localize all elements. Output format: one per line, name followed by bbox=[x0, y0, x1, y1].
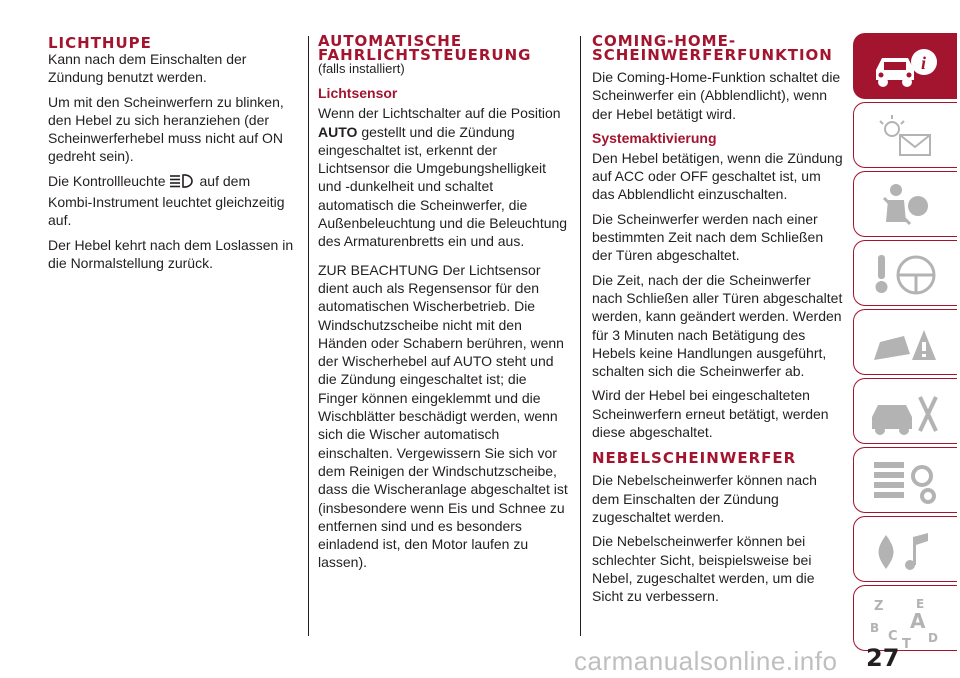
tab-index[interactable] bbox=[853, 585, 957, 651]
column-fahrlichtsteuerung bbox=[318, 30, 570, 578]
heading-line: FAHRLICHTSTEUERUNG bbox=[318, 46, 532, 64]
column-lichthupe bbox=[48, 30, 294, 278]
index-letter: B bbox=[870, 621, 880, 635]
column-divider bbox=[308, 36, 309, 636]
watermark: carmanualsonline.info bbox=[574, 646, 838, 676]
index-icon bbox=[866, 592, 946, 648]
paragraph: Kann nach dem Einschalten der Zündung benutzt werden. bbox=[48, 51, 247, 86]
paragraph: Die Scheinwerfer werden nach einer bestimmten Zeit nach dem Schließen der Türen abgeschaltet. bbox=[592, 210, 824, 264]
index-letter: E bbox=[916, 597, 925, 611]
maintenance-icon bbox=[866, 385, 946, 441]
emergency-icon bbox=[866, 316, 946, 372]
paragraph bbox=[318, 104, 570, 250]
tab-technical-data[interactable] bbox=[853, 447, 957, 513]
tab-multimedia[interactable] bbox=[853, 516, 957, 582]
heading-coming-home bbox=[592, 34, 844, 62]
steering-wheel-icon bbox=[866, 247, 946, 303]
paragraph: Die Coming-Home-Funktion schaltet die Scheinwerfer ein (Abblendlicht), wenn der Hebel betätigt wird. bbox=[592, 69, 841, 122]
paragraph-text: auf dem Kombi-Instrument leuchtet gleichzeitig auf. bbox=[48, 172, 285, 229]
paragraph-text: gestellt und die Zündung eingeschaltet ist, erkennt der Lichtsensor die Umgebungshelligkeit und -dunkelheit und schaltet automatisch die Scheinwerfer, die Außenbeleuchtung und die Beleuchtung des Armaturenbretts ein und aus. bbox=[318, 123, 568, 250]
index-letter: C bbox=[888, 629, 898, 644]
index-letter: D bbox=[928, 631, 938, 645]
paragraph: Die Nebelscheinwerfer können bei schlechter Sicht, beispielsweise bei Nebel, zugeschaltet werden, um die Sicht zu verbessern. bbox=[592, 533, 815, 605]
index-letter: Z bbox=[874, 599, 884, 614]
tab-emergency[interactable] bbox=[853, 309, 957, 375]
paragraph-text: Die Kontrollleuchte bbox=[48, 172, 166, 189]
heading-lichthupe: LICHTHUPE bbox=[48, 34, 152, 52]
tab-safety[interactable] bbox=[853, 171, 957, 237]
subheading-lichtsensor: Lichtsensor bbox=[318, 85, 398, 102]
warning-lights-icon bbox=[866, 109, 946, 165]
heading-automatische-fahrlichtsteuerung bbox=[318, 34, 570, 62]
index-letter: T bbox=[902, 637, 911, 648]
heading-line: COMING-HOME- bbox=[592, 32, 737, 50]
column-coming-home bbox=[592, 30, 844, 611]
install-note: (falls installiert) bbox=[318, 61, 405, 76]
subheading-systemaktivierung: Systemaktivierung bbox=[592, 129, 717, 146]
multimedia-icon bbox=[866, 523, 946, 579]
safety-airbag-icon bbox=[866, 178, 946, 234]
column-divider bbox=[580, 36, 581, 636]
paragraph: Um mit den Scheinwerfern zu blinken, den Hebel zu sich heranziehen (der Scheinwerferhebel muss nicht auf ON gedreht sein). bbox=[48, 93, 284, 165]
technical-data-icon bbox=[866, 454, 946, 510]
tab-maintenance[interactable] bbox=[853, 378, 957, 444]
tab-warning-lights[interactable] bbox=[853, 102, 957, 168]
paragraph: Wird der Hebel bei eingeschalteten Scheinwerfern erneut betätigt, werden diese abgeschaltet. bbox=[592, 387, 829, 441]
heading-line: SCHEINWERFERFUNKTION bbox=[592, 46, 833, 64]
paragraph bbox=[48, 172, 294, 230]
page-number: 27 bbox=[866, 644, 900, 672]
paragraph-text: Wenn der Lichtschalter auf die Position bbox=[318, 105, 561, 122]
paragraph: Den Hebel betätigen, wenn die Zündung auf ACC oder OFF geschaltet ist, um das Abblendlicht einzuschalten. bbox=[592, 149, 843, 203]
car-info-icon bbox=[866, 40, 946, 96]
heading-nebelscheinwerfer: NEBELSCHEINWERFER bbox=[592, 449, 797, 468]
tab-car-info[interactable] bbox=[853, 33, 957, 99]
paragraph: Die Nebelscheinwerfer können nach dem Einschalten der Zündung zugeschaltet werden. bbox=[592, 472, 817, 525]
high-beam-indicator-icon bbox=[169, 173, 197, 193]
tab-starting-driving[interactable] bbox=[853, 240, 957, 306]
auto-position-label: AUTO bbox=[318, 123, 358, 140]
paragraph: Die Zeit, nach der die Scheinwerfer nach Schließen aller Türen abgeschaltet werden, kann geändert werden. Werden für 3 Minuten nach Betätigung des Hebels keine Handlungen ausgeführt, schalten sich die Scheinwerfer ab. bbox=[592, 271, 843, 380]
heading-line: AUTOMATISCHE bbox=[318, 32, 463, 50]
paragraph: Der Hebel kehrt nach dem Loslassen in die Normalstellung zurück. bbox=[48, 236, 294, 271]
index-letter: A bbox=[910, 609, 926, 633]
svg-text:i: i bbox=[921, 53, 927, 73]
caution-paragraph: ZUR BEACHTUNG Der Lichtsensor dient auch als Regensensor für den automatischen Wischerbetrieb. Die Windschutzscheibe nicht mit den Händen oder Schabern berühren, wenn der Wischerhebel auf AUTO steht und die Zündung eingeschaltet ist; die Finger können eingeklemmt und die Wischblätter beschädigt werden, wenn sich die Wischer automatisch einschalten. Vergewissern Sie sich vor dem Reinigen der Windschutzscheibe, dass die Wischeranlage abgeschaltet ist (insbesondere wenn Eis und Schnee zu entfernen sind und es besonders einladend ist, den Motor laufen zu lassen). bbox=[318, 261, 568, 571]
